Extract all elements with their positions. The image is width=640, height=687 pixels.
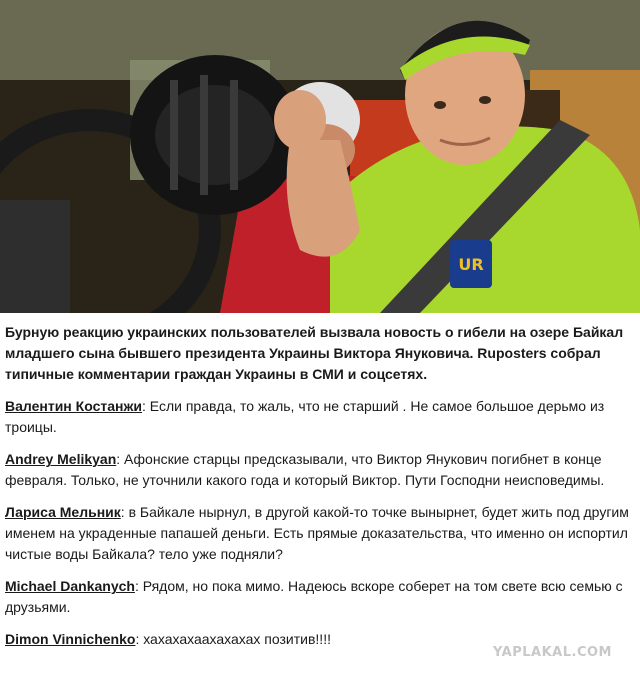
comment-text: Рядом, но пока мимо. Надеюсь вскоре соберет на том свете всю семью с друзьями.	[5, 578, 623, 615]
comment-author[interactable]: Andrey Melikyan	[5, 451, 117, 467]
article-photo	[0, 0, 640, 313]
comment-author[interactable]: Dimon Vinnichenko	[5, 631, 136, 647]
site-watermark: YAPLAKAL.COM	[493, 645, 612, 660]
comment-author[interactable]: Michael Dankanych	[5, 578, 135, 594]
comment-separator: :	[134, 578, 143, 594]
photo-illustration	[0, 0, 640, 313]
comment-author[interactable]: Валентин Костанжи	[5, 398, 142, 414]
comment-separator: :	[135, 631, 144, 647]
comment-item	[5, 576, 635, 618]
article-body	[5, 322, 635, 661]
comment-separator: :	[116, 451, 125, 467]
comment-text: в Байкале нырнул, в другой какой-то точке вынырнет, будет жить под другим именем на украденные папашей деньги. Есть прямые доказательства, что именно он испортил чистые воды Байкала? тело уже подняли?	[5, 504, 629, 562]
comment-separator: :	[142, 398, 150, 414]
svg-text:UR: UR	[458, 255, 484, 274]
comment-item	[5, 396, 635, 438]
comment-item	[5, 449, 635, 491]
comment-author[interactable]: Лариса Мельник	[5, 504, 121, 520]
comment-text: Если правда, то жаль, что не старший . Не самое большое дерьмо из троицы.	[5, 398, 605, 435]
comment-text: хахахахаахахахах позитив!!!!	[143, 631, 331, 647]
comment-separator: :	[120, 504, 129, 520]
article-intro: Бурную реакцию украинских пользователей вызвала новость о гибели на озере Байкал младшего сына бывшего президента Украины Виктора Януковича. Ruposters собрал типичные комментарии граждан Украины в СМИ и соцсетях.	[5, 324, 624, 382]
comment-item	[5, 502, 635, 565]
comment-text: Афонские старцы предсказывали, что Виктор Янукович погибнет в конце февраля. Только, не уточнили какого года и который Виктор. Пути Господни неисповедимы.	[5, 451, 605, 488]
